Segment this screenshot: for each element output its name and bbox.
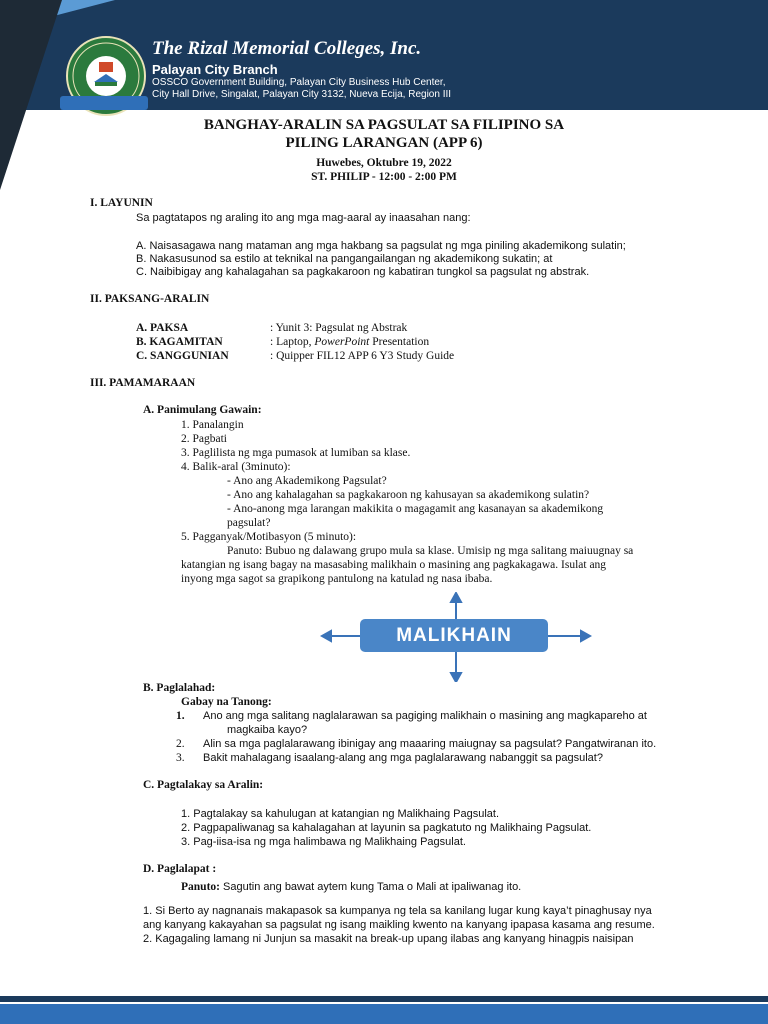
pagtalakay-heading: C. Pagtalakay sa Aralin: bbox=[143, 779, 264, 791]
paglalapat-heading: D. Paglalapat : bbox=[143, 863, 217, 875]
paglalahad-heading: B. Paglalahad: bbox=[143, 682, 216, 694]
paksa-label: A. PAKSA bbox=[136, 322, 189, 334]
page-title-line-2: PILING LARANGAN (APP 6) bbox=[285, 135, 483, 151]
pagtalakay-item: 1. Pagtalakay sa kahulugan at katangian ng Malikhaing Pagsulat. bbox=[181, 808, 499, 820]
gawain-item: 3. Paglilista ng mga pumasok at lumiban sa klase. bbox=[181, 447, 411, 459]
paglalapat-item: ang kanyang kakayahan sa pagsulat ng isang maikling kwento na kanyang ipapasa kasama ang resume. bbox=[143, 919, 655, 931]
kagamitan-value bbox=[270, 336, 429, 348]
gawain-item: 2. Pagbati bbox=[181, 433, 227, 445]
tanong-text: Ano ang mga salitang naglalarawan sa pagiging malikhain o masining ang magkapareho at bbox=[203, 710, 647, 722]
balik-aral-question: - Ano-anong mga larangan makikita o magagamit ang kasanayan sa akademikong bbox=[227, 503, 604, 515]
seal-motto-ribbon bbox=[60, 96, 148, 110]
page-title-line-1: BANGHAY-ARALIN SA PAGSULAT SA FILIPINO SA bbox=[203, 117, 565, 133]
address-line-2: City Hall Drive, Singalat, Palayan City 3132, Nueva Ecija, Region III bbox=[152, 89, 452, 100]
tanong-text: Bakit mahalagang isaalang-alang ang mga paglalarawang nabanggit sa pagsulat? bbox=[203, 752, 603, 764]
tanong-text: magkaiba kayo? bbox=[227, 724, 308, 736]
section-pamamaraan-heading: III. PAMAMARAAN bbox=[90, 377, 196, 389]
tanong-text: Alin sa mga paglalarawang ibinigay ang maaaring maiugnay sa pagsulat? Pangatwiranan ito. bbox=[203, 738, 657, 750]
panuto-line: inyong mga sagot sa grapikong pantulong na katulad ng nasa ibaba. bbox=[181, 573, 493, 585]
panuto-text: Sagutin ang bawat aytem kung Tama o Mali at ipaliwanag ito. bbox=[219, 881, 522, 893]
balik-aral-question: - Ano ang kahalagahan sa pagkakaroon ng kahusayan sa akademikong sulatin? bbox=[227, 489, 590, 501]
section-paksang-aralin-heading: II. PAKSANG-ARALIN bbox=[90, 293, 210, 305]
college-name: The Rizal Memorial Colleges, Inc. bbox=[152, 38, 422, 59]
malikhain-label: MALIKHAIN bbox=[396, 625, 512, 646]
sanggunian-value: : Quipper FIL12 APP 6 Y3 Study Guide bbox=[270, 350, 455, 362]
tanong-number: 3. bbox=[176, 752, 185, 764]
paksa-value: : Yunit 3: Pagsulat ng Abstrak bbox=[270, 322, 408, 334]
branch-name: Palayan City Branch bbox=[152, 62, 278, 77]
class-time: ST. PHILIP - 12:00 - 2:00 PM bbox=[311, 171, 457, 183]
college-seal-logo bbox=[66, 36, 146, 116]
layunin-intro: Sa pagtatapos ng araling ito ang mga mag-aaral ay inaasahan nang: bbox=[136, 212, 471, 224]
paglalapat-item: 2. Kagagaling lamang ni Junjun sa masakit na break-up upang ilabas ang kanyang hinagpis naisipan bbox=[143, 933, 634, 945]
sanggunian-label: C. SANGGUNIAN bbox=[136, 350, 229, 362]
paglalapat-panuto bbox=[181, 877, 521, 895]
pagtalakay-item: 2. Pagpapaliwanag sa kahalagahan at layunin sa pagkatuto ng Malikhaing Pagsulat. bbox=[181, 822, 592, 834]
kagamitan-label: B. KAGAMITAN bbox=[136, 336, 223, 348]
layunin-item: B. Nakasusunod sa estilo at teknikal na pangangailangan ng akademikong sukatin; at bbox=[136, 253, 553, 265]
footer-bar-blue bbox=[0, 1004, 768, 1024]
panimulang-gawain-heading: A. Panimulang Gawain: bbox=[143, 404, 262, 416]
lesson-date: Huwebes, Oktubre 19, 2022 bbox=[316, 157, 452, 169]
gawain-item: 1. Panalangin bbox=[181, 419, 244, 431]
address-line-1: OSSCO Government Building, Palayan City Business Hub Center, bbox=[152, 77, 446, 88]
panuto-label: Panuto: bbox=[181, 881, 220, 893]
paglalapat-item: 1. Si Berto ay nagnanais makapasok sa kumpanya ng tela sa kanilang lugar kung kaya’t pinaghusay nya bbox=[143, 905, 652, 917]
footer-bar-dark bbox=[0, 996, 768, 1002]
layunin-item: C. Naibibigay ang kahalagahan sa pagkakaroon ng kabatiran tungkol sa pagsulat ng abstrak. bbox=[136, 266, 590, 278]
gabay-na-tanong-label: Gabay na Tanong: bbox=[181, 696, 272, 708]
gawain-item: 5. Pagganyak/Motibasyon (5 minuto): bbox=[181, 531, 357, 543]
layunin-item: A. Naisasagawa nang mataman ang mga hakbang sa pagsulat ng mga piniling akademikong sulatin; bbox=[136, 240, 626, 252]
section-layunin-heading: I. LAYUNIN bbox=[90, 197, 153, 209]
balik-aral-question: pagsulat? bbox=[227, 517, 271, 529]
panuto-line: katangian ng isang bagay na masasabing malikhain o masining ang pagkakagawa. Isulat ang bbox=[181, 559, 607, 571]
kagamitan-value-italic: PowerPoint bbox=[314, 336, 370, 348]
kagamitan-value-pre: : Laptop, bbox=[270, 336, 315, 348]
panuto-line: Panuto: Bubuo ng dalawang grupo mula sa klase. Umisip ng mga salitang maiuugnay sa bbox=[227, 545, 634, 557]
tanong-number: 1. bbox=[176, 710, 185, 722]
kagamitan-value-post: Presentation bbox=[369, 336, 430, 348]
pagtalakay-item: 3. Pag-iisa-isa ng mga halimbawa ng Malikhaing Pagsulat. bbox=[181, 836, 466, 848]
gawain-item: 4. Balik-aral (3minuto): bbox=[181, 461, 291, 473]
tanong-number: 2. bbox=[176, 738, 185, 750]
malikhain-graphic-organizer bbox=[320, 592, 592, 682]
balik-aral-question: - Ano ang Akademikong Pagsulat? bbox=[227, 475, 387, 487]
